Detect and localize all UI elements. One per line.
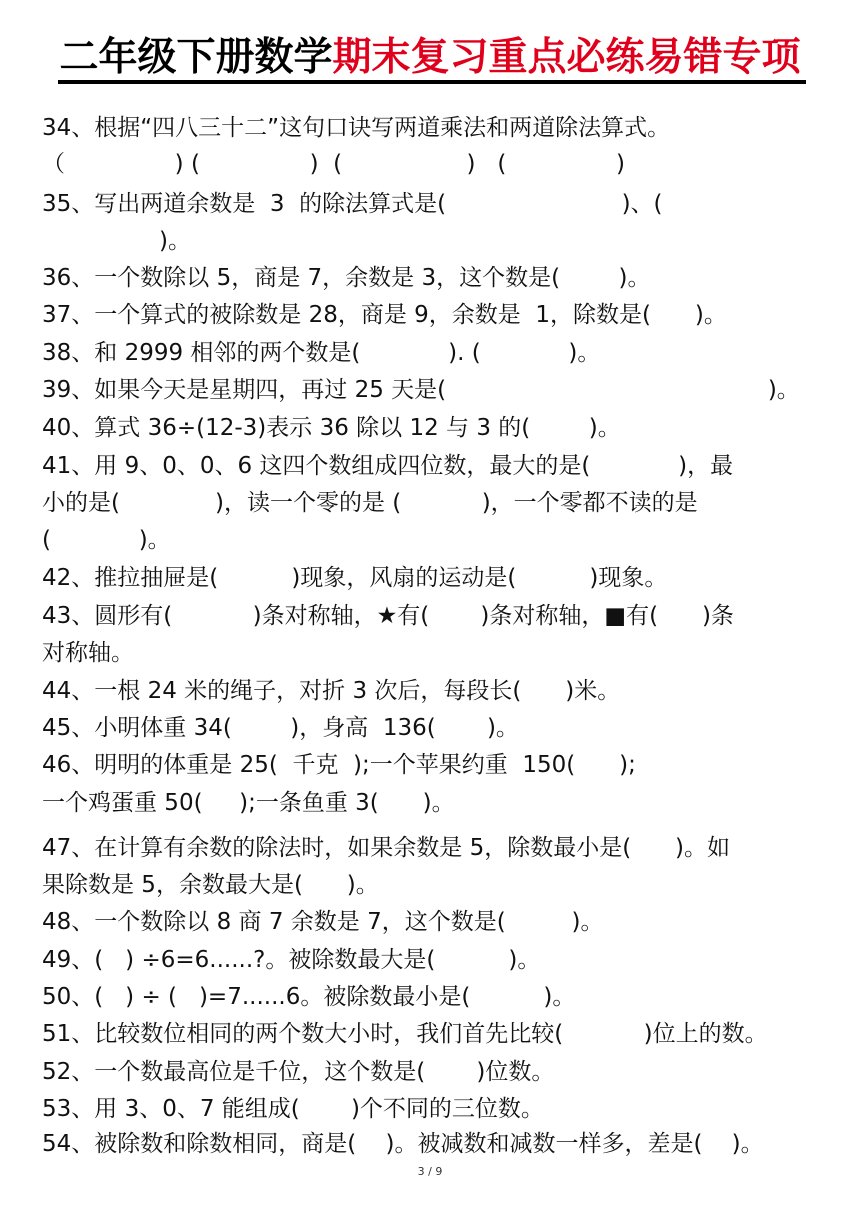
- title-red-part: 期末复习重点必练易错专项: [332, 35, 801, 80]
- question-line: 40、算式 36÷(12-3)表示 36 除以 12 与 3 的( )。: [42, 415, 621, 441]
- page-title: [0, 26, 860, 82]
- question-line: 49、( ) ÷6=6......?。被除数最大是( )。: [42, 947, 541, 973]
- question-line: 36、一个数除以 5，商是 7，余数是 3，这个数是( )。: [42, 265, 651, 291]
- question-line: 50、( ) ÷ ( )=7......6。被除数最小是( )。: [42, 984, 576, 1010]
- question-line: 41、用 9、0、0、6 这四个数组成四位数，最大的是( )，最: [42, 453, 734, 479]
- question-line: 38、和 2999 相邻的两个数是( ). ( )。: [42, 340, 601, 366]
- question-line: 47、在计算有余数的除法时，如果余数是 5，除数最小是( )。如: [42, 835, 731, 861]
- question-line: 51、比较数位相同的两个数大小时，我们首先比较( )位上的数。: [42, 1021, 768, 1047]
- question-line: ( )。: [42, 527, 171, 553]
- question-line: 小的是( )，读一个零的是 ( )，一个零都不读的是: [42, 490, 698, 516]
- title-underline: [58, 80, 806, 84]
- question-line: 对称轴。: [42, 640, 134, 666]
- question-line: 一个鸡蛋重 50( );一条鱼重 3( )。: [42, 790, 455, 816]
- question-line: 35、写出两道余数是 3 的除法算式是( )、(: [42, 191, 663, 217]
- question-line: 44、一根 24 米的绳子，对折 3 次后，每段长( )米。: [42, 678, 621, 704]
- question-line: 果除数是 5，余数最大是( )。: [42, 872, 379, 898]
- question-line: （ ) ( ) ( ) ( ): [42, 151, 625, 177]
- question-line: 53、用 3、0、7 能组成( )个不同的三位数。: [42, 1096, 544, 1122]
- question-line: 45、小明体重 34( )，身高 136( )。: [42, 715, 519, 741]
- question-line: 39、如果今天是星期四，再过 25 天是( )。: [42, 377, 800, 403]
- question-line: )。: [42, 228, 191, 254]
- question-line: 34、根据“四八三十二”这句口诀写两道乘法和两道除法算式。: [42, 115, 671, 141]
- title-black-part: 二年级下册数学: [59, 35, 333, 80]
- question-line: 54、被除数和除数相同，商是( )。被减数和减数一样多，差是( )。: [42, 1131, 764, 1157]
- question-line: 42、推拉抽屉是( )现象，风扇的运动是( )现象。: [42, 565, 668, 591]
- question-line: 43、圆形有( )条对称轴，★有( )条对称轴，■有( )条: [42, 603, 734, 629]
- page-number: 3 / 9: [417, 1165, 443, 1178]
- question-line: 37、一个算式的被除数是 28，商是 9，余数是 1，除数是( )。: [42, 302, 727, 328]
- question-line: 46、明明的体重是 25( 千克 );一个苹果约重 150( );: [42, 752, 636, 778]
- question-line: 48、一个数除以 8 商 7 余数是 7，这个数是( )。: [42, 909, 604, 935]
- question-line: 52、一个数最高位是千位，这个数是( )位数。: [42, 1059, 555, 1085]
